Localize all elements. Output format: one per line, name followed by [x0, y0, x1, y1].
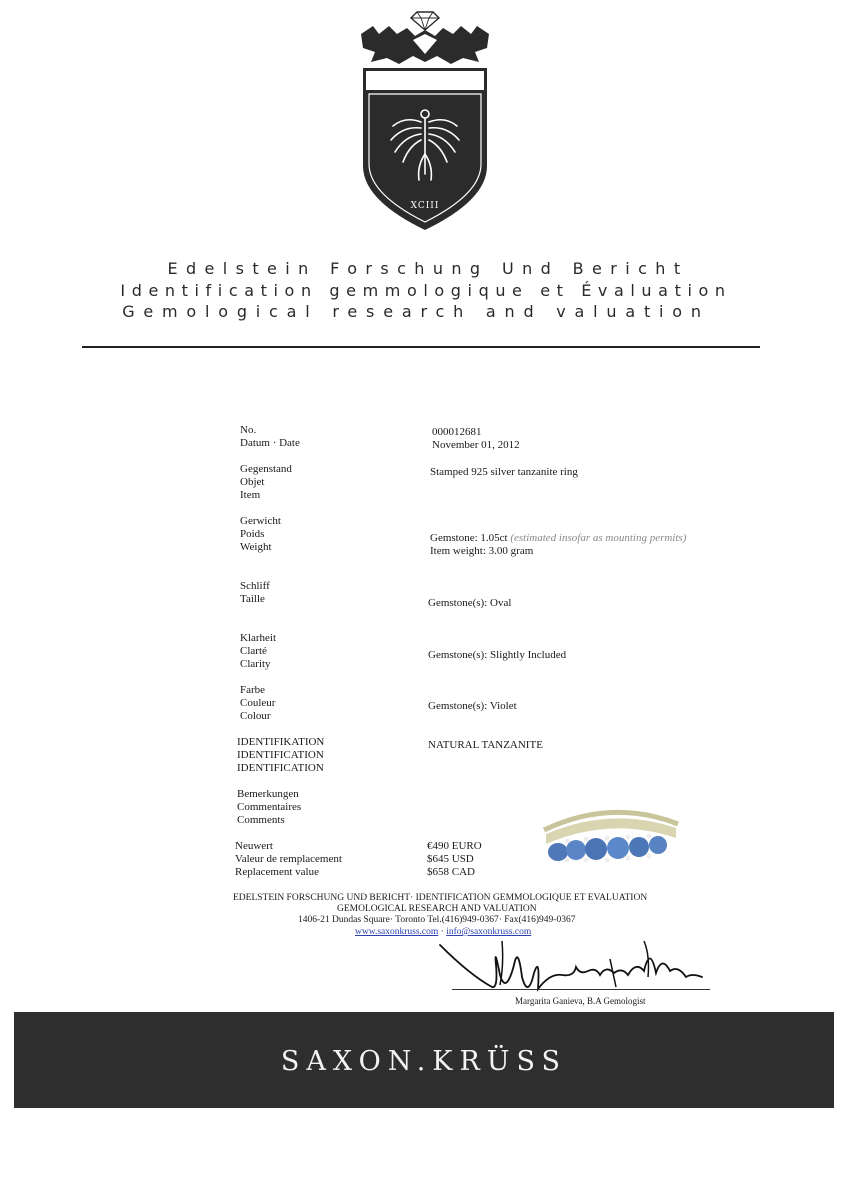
- identification-label-de: IDENTIFIKATION: [237, 736, 325, 748]
- colour-label-en: Colour: [240, 710, 271, 722]
- header-line-french: Identification gemmologique et Évaluation: [120, 281, 732, 300]
- signature-line: [452, 989, 710, 990]
- weight-item-value: Item weight: 3.00 gram: [430, 545, 534, 557]
- crest-number: XCIII: [410, 201, 440, 211]
- header-line-german: Edelstein Forschung Und Bericht: [167, 259, 689, 278]
- website-link[interactable]: www.saxonkruss.com: [355, 927, 439, 937]
- weight-gem-value: Gemstone: 1.05ct (estimated insofar as mounting permits): [430, 532, 687, 544]
- cut-value: Gemstone(s): Oval: [428, 597, 512, 609]
- item-label-fr: Objet: [240, 476, 265, 488]
- clarity-label-de: Klarheit: [240, 632, 277, 644]
- comments-label-fr: Commentaires: [237, 801, 302, 813]
- footer-address: 1406-21 Dundas Square· Toronto Tel.(416)949-0367· Fax(416)949-0367: [298, 915, 576, 925]
- identification-label-en: IDENTIFICATION: [237, 762, 324, 774]
- item-value: Stamped 925 silver tanzanite ring: [430, 466, 578, 478]
- footer-company-line: EDELSTEIN FORSCHUNG UND BERICHT· IDENTIFICATION GEMMOLOGIQUE ET EVALUATION: [233, 893, 648, 903]
- replacement-label-fr: Valeur de remplacement: [235, 853, 342, 865]
- brand-name: SAXON.KRÜSS: [280, 1046, 568, 1077]
- contact-separator: ·: [438, 927, 447, 937]
- comments-label-en: Comments: [237, 814, 285, 826]
- diamond-icon: [411, 12, 439, 30]
- item-label-en: Item: [240, 489, 261, 501]
- cut-label-fr: Taille: [240, 593, 265, 605]
- replacement-cad: $658 CAD: [427, 866, 475, 878]
- signer-name: Margarita Ganieva, B.A Gemologist: [515, 996, 646, 1006]
- replacement-usd: $645 USD: [427, 853, 474, 865]
- weight-label-en: Weight: [240, 541, 272, 553]
- email-link[interactable]: info@saxonkruss.com: [446, 927, 532, 937]
- clarity-label-fr: Clarté: [240, 645, 267, 657]
- identification-label-fr: IDENTIFICATION: [237, 749, 324, 761]
- date-value: November 01, 2012: [432, 439, 520, 451]
- weight-label-de: Gerwicht: [240, 515, 281, 527]
- cut-label-de: Schliff: [240, 580, 270, 592]
- colour-label-de: Farbe: [240, 684, 266, 696]
- weight-label-fr: Poids: [240, 528, 265, 540]
- number-label: No.: [240, 424, 257, 436]
- number-value: 000012681: [432, 426, 482, 438]
- date-label: Datum · Date: [240, 437, 300, 449]
- replacement-eur: €490 EURO: [427, 840, 482, 852]
- replacement-label-de: Neuwert: [235, 840, 273, 852]
- crest-logo: [355, 4, 495, 236]
- comments-label-de: Bemerkungen: [237, 788, 299, 800]
- header-divider: [82, 346, 760, 348]
- identification-value: NATURAL TANZANITE: [428, 739, 543, 751]
- colour-value: Gemstone(s): Violet: [428, 700, 517, 712]
- clarity-label-en: Clarity: [240, 658, 271, 670]
- colour-label-fr: Couleur: [240, 697, 276, 709]
- weight-note: (estimated insofar as mounting permits): [510, 532, 687, 544]
- footer-tagline: GEMOLOGICAL RESEARCH AND VALUATION: [337, 904, 537, 914]
- item-label-de: Gegenstand: [240, 463, 292, 475]
- header-line-english: Gemological research and valuation: [122, 302, 710, 321]
- clarity-value: Gemstone(s): Slightly Included: [428, 649, 567, 661]
- ring-photo: [536, 794, 686, 874]
- replacement-label-en: Replacement value: [235, 866, 319, 878]
